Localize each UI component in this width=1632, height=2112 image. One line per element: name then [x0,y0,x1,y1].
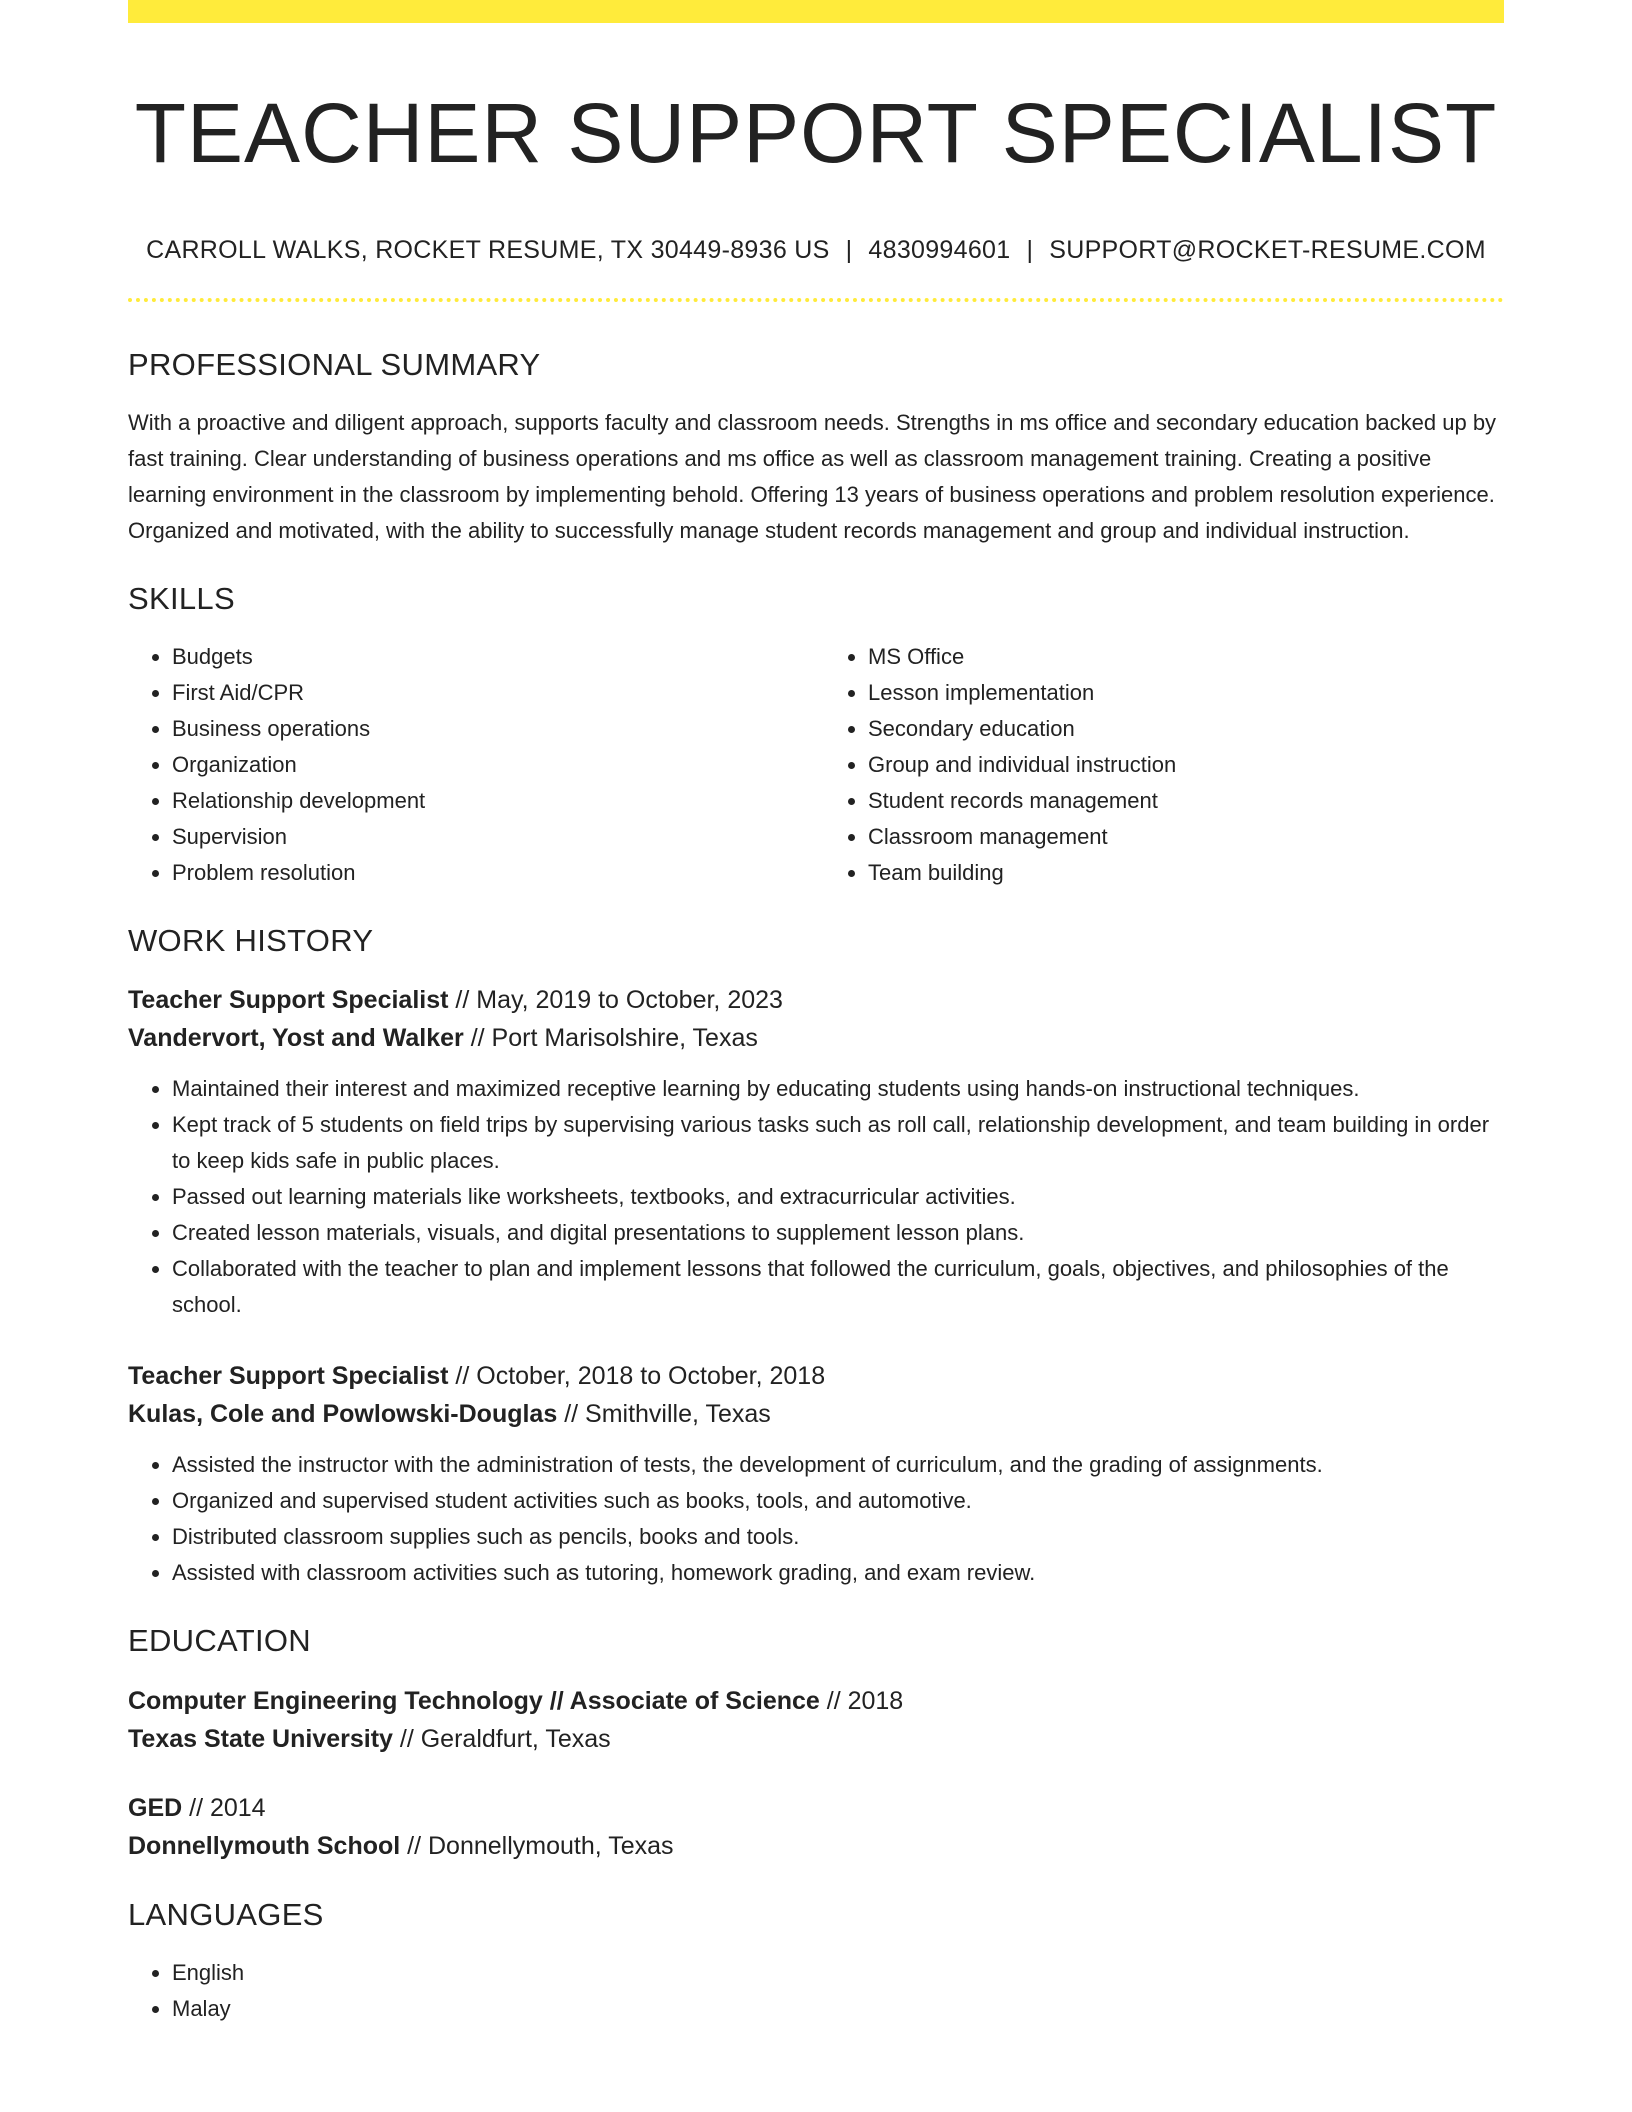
contact-separator: | [845,235,853,264]
job-bullet: • Kept track of 5 students on field trips by supervising various tasks such as roll call, relationship development, and team building in order to keep kids safe in public places. [172,1107,1504,1179]
job-bullet: • Distributed classroom supplies such as pencils, books and tools. [172,1519,1504,1555]
job-bullet: • Organized and supervised student activities such as books, tools, and automotive. [172,1483,1504,1519]
skills-list [128,639,1504,891]
skill-item: • Business operations [172,711,816,747]
languages-title: LANGUAGES [128,1896,324,1932]
header-divider [128,298,1504,302]
job-bullet: • Created lesson materials, visuals, and digital presentations to supplement lesson plans. [172,1215,1504,1251]
skill-item: • MS Office [868,639,1504,675]
skill-item: • Budgets [172,639,816,675]
contact-phone: 4830994601 [868,235,1011,264]
education-degree: GED [128,1793,183,1822]
skill-item: • First Aid/CPR [172,675,816,711]
job-bullets [128,1071,1504,1323]
job-bullets [128,1447,1504,1591]
job-company-line [128,1395,1504,1433]
languages-list [128,1955,1504,2027]
job-company: Kulas, Cole and Powlowski-Douglas [128,1400,558,1429]
resume-page [128,0,1504,2027]
summary-title: PROFESSIONAL SUMMARY [128,346,541,382]
skill-item: • Supervision [172,819,816,855]
contact-address: CARROLL WALKS, ROCKET RESUME, TX 30449-8936 US [146,235,830,264]
education-school: Texas State University [128,1724,393,1753]
education-school-line [128,1720,1504,1758]
education-location: // Donnellymouth, Texas [400,1831,674,1860]
job-entry [128,981,1504,1323]
education-entry [128,1789,1504,1865]
skill-item: • Team building [868,855,1504,891]
education-degree: Computer Engineering Technology // Associate of Science [128,1686,820,1715]
language-item: • English [172,1955,1504,1991]
contact-line [128,236,1504,265]
skills-column-left [128,639,816,891]
education-year: // 2018 [819,1686,904,1715]
job-role-line [128,1357,1504,1395]
job-dates: // May, 2019 to October, 2023 [448,986,783,1015]
resume-name: TEACHER SUPPORT SPECIALIST [134,86,1498,180]
contact-email[interactable]: SUPPORT@ROCKET-RESUME.COM [1049,235,1486,264]
job-entry [128,1357,1504,1591]
skill-item: • Student records management [868,783,1504,819]
work-history-title: WORK HISTORY [128,923,374,959]
job-role: Teacher Support Specialist [128,1362,449,1391]
skill-item: • Lesson implementation [868,675,1504,711]
skill-item: • Problem resolution [172,855,816,891]
job-location: // Smithville, Texas [557,1400,771,1429]
language-item: • Malay [172,1991,1504,2027]
summary-text: With a proactive and diligent approach, supports faculty and classroom needs. Strengths in ms office and secondary education backed up by fast training. Clear understanding of business operations and ms office as well as classroom management training. Creating a positive learning environment in the classroom by implementing behold. Offering 13 years of business operations and problem resolution experience. Organized and motivated, with the ability to successfully manage student records management and group and individual instruction. [128,409,1497,543]
job-role-line [128,981,1504,1019]
job-company-line [128,1019,1504,1057]
skills-column-right [816,639,1504,891]
job-dates: // October, 2018 to October, 2018 [448,1362,826,1391]
top-accent-bar [128,0,1504,23]
contact-separator: | [1026,235,1034,264]
education-degree-line [128,1789,1504,1827]
skill-item: • Classroom management [868,819,1504,855]
skill-item: • Group and individual instruction [868,747,1504,783]
job-bullet: • Assisted the instructor with the administration of tests, the development of curriculum, and the grading of assignments. [172,1447,1504,1483]
education-year: // 2014 [182,1793,266,1822]
education-location: // Geraldfurt, Texas [392,1724,611,1753]
job-bullet: • Assisted with classroom activities such as tutoring, homework grading, and exam review. [172,1555,1504,1591]
education-degree-line [128,1682,1504,1720]
skills-title: SKILLS [128,580,235,616]
skill-item: • Secondary education [868,711,1504,747]
job-bullet: • Maintained their interest and maximized receptive learning by educating students using hands-on instructional techniques. [172,1071,1504,1107]
education-title: EDUCATION [128,1623,311,1659]
education-school-line [128,1827,1504,1865]
job-bullet: • Passed out learning materials like worksheets, textbooks, and extracurricular activities. [172,1179,1504,1215]
job-location: // Port Marisolshire, Texas [463,1024,758,1053]
job-company: Vandervort, Yost and Walker [128,1024,464,1053]
education-entry [128,1682,1504,1758]
job-role: Teacher Support Specialist [128,986,449,1015]
skill-item: • Relationship development [172,783,816,819]
education-school: Donnellymouth School [128,1831,401,1860]
job-bullet: • Collaborated with the teacher to plan and implement lessons that followed the curriculum, goals, objectives, and philosophies of the school. [172,1251,1504,1323]
skill-item: • Organization [172,747,816,783]
